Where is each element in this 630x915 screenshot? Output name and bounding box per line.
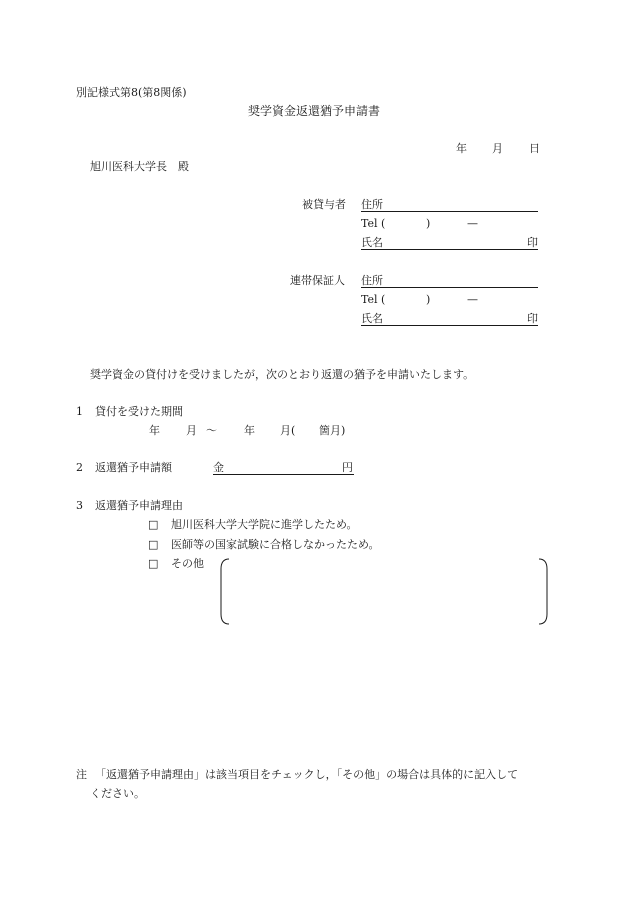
date-month-label: 月	[492, 142, 503, 155]
borrower-name-line[interactable]	[361, 249, 538, 250]
addressee: 旭川医科大学長 殿	[90, 160, 189, 173]
reason-checkbox-graduate[interactable]: □	[148, 518, 159, 531]
guarantor-name-line[interactable]	[361, 325, 538, 326]
borrower-tel-close: )	[426, 217, 431, 230]
amount-yen: 円	[342, 461, 353, 474]
guarantor-role: 連帯保証人	[290, 274, 345, 287]
other-reason-box[interactable]	[215, 556, 553, 628]
guarantor-seal: 印	[527, 312, 538, 325]
borrower-tel-dash: —	[467, 217, 478, 230]
guarantor-name-label: 氏名	[361, 312, 383, 325]
borrower-tel-label: Tel (	[361, 217, 386, 230]
period-end-month: 月(	[280, 424, 296, 437]
document-title: 奨学資金返還猶予申請書	[248, 104, 381, 118]
section2-title: 返還猶予申請額	[95, 461, 172, 474]
intro-text: 奨学資金の貸付けを受けましたが，次のとおり返還の猶予を申請いたします。	[90, 368, 475, 381]
right-bracket	[539, 559, 547, 624]
period-tilde: ～	[206, 424, 217, 437]
note-line2: ください。	[90, 787, 145, 800]
reason-label-exam: 医師等の国家試験に合格しなかったため。	[171, 538, 380, 551]
section2-number: 2	[76, 461, 83, 474]
section1-title: 貸付を受けた期間	[95, 405, 183, 418]
guarantor-tel-dash: —	[467, 293, 478, 306]
reason-label-other: その他	[171, 557, 204, 570]
note-line1: 「返還猶予申請理由」は該当項目をチェックし，「その他」の場合は具体的に記入して	[95, 768, 519, 781]
borrower-role: 被貸与者	[302, 198, 346, 211]
amount-kin: 金	[213, 461, 224, 474]
left-bracket	[221, 559, 229, 624]
guarantor-address-label: 住所	[361, 274, 383, 287]
date-day-label: 日	[529, 142, 540, 155]
amount-line[interactable]	[213, 474, 354, 475]
date-year-label: 年	[456, 142, 467, 155]
guarantor-address-line[interactable]	[361, 287, 538, 288]
note-prefix: 注	[76, 768, 87, 781]
reason-label-graduate: 旭川医科大学大学院に進学したため。	[171, 518, 358, 531]
guarantor-tel-close: )	[426, 293, 431, 306]
reason-checkbox-exam[interactable]: □	[148, 538, 159, 551]
borrower-address-line[interactable]	[361, 211, 538, 212]
section1-number: 1	[76, 405, 83, 418]
form-number: 別記様式第8(第8関係)	[76, 86, 187, 99]
period-end-year: 年	[244, 424, 255, 437]
period-start-month: 月	[186, 424, 197, 437]
section3-title: 返還猶予申請理由	[95, 499, 183, 512]
period-start-year: 年	[149, 424, 160, 437]
section3-number: 3	[76, 499, 83, 512]
borrower-seal: 印	[527, 236, 538, 249]
borrower-name-label: 氏名	[361, 236, 383, 249]
reason-checkbox-other[interactable]: □	[148, 557, 159, 570]
guarantor-tel-label: Tel (	[361, 293, 386, 306]
period-months: 箇月)	[319, 424, 346, 437]
borrower-address-label: 住所	[361, 198, 383, 211]
